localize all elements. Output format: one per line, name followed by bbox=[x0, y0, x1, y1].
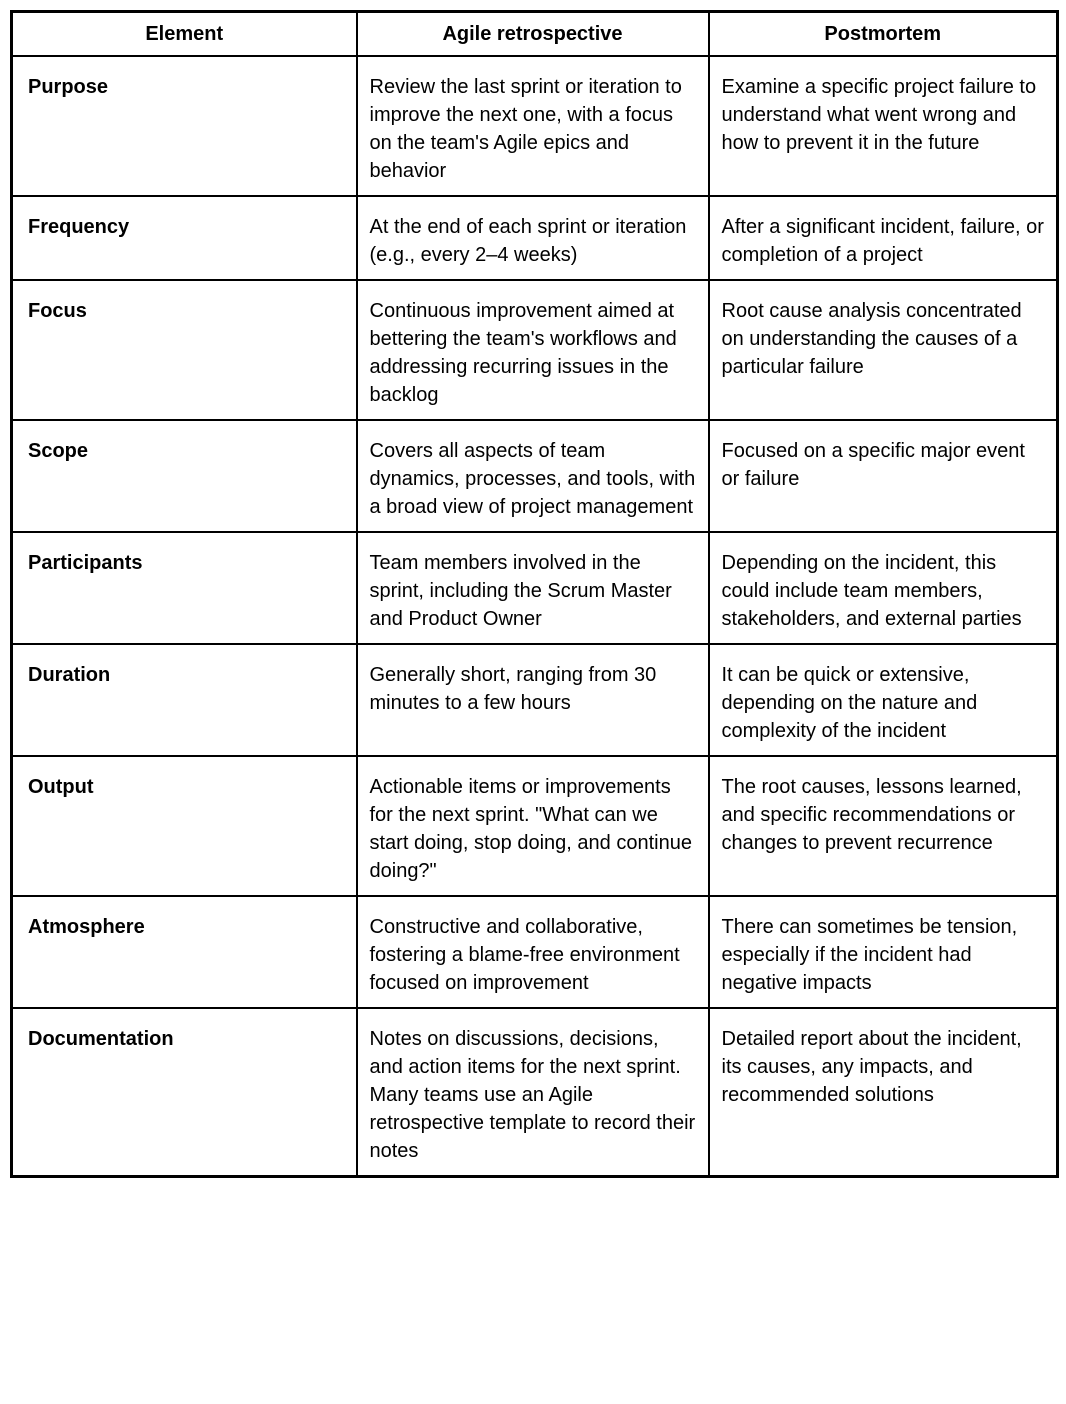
agile-cell: Team members involved in the sprint, including the Scrum Master and Product Owner bbox=[357, 532, 709, 644]
row-label: Output bbox=[12, 756, 357, 896]
table-row bbox=[12, 644, 1058, 756]
table-header bbox=[12, 12, 1058, 56]
table-row bbox=[12, 756, 1058, 896]
agile-cell: Notes on discussions, decisions, and action items for the next sprint. Many teams use an Agile retrospective template to record their notes bbox=[357, 1008, 709, 1177]
agile-cell: Review the last sprint or iteration to improve the next one, with a focus on the team's Agile epics and behavior bbox=[357, 56, 709, 196]
column-header-agile-retrospective: Agile retrospective bbox=[357, 12, 709, 56]
agile-cell: Generally short, ranging from 30 minutes to a few hours bbox=[357, 644, 709, 756]
agile-cell: At the end of each sprint or iteration (e.g., every 2–4 weeks) bbox=[357, 196, 709, 280]
agile-cell: Constructive and collaborative, fostering a blame-free environment focused on improvement bbox=[357, 896, 709, 1008]
row-label: Duration bbox=[12, 644, 357, 756]
table-row bbox=[12, 280, 1058, 420]
row-label: Focus bbox=[12, 280, 357, 420]
table-row bbox=[12, 896, 1058, 1008]
postmortem-cell: Focused on a specific major event or failure bbox=[709, 420, 1058, 532]
agile-cell: Covers all aspects of team dynamics, processes, and tools, with a broad view of project management bbox=[357, 420, 709, 532]
row-label: Frequency bbox=[12, 196, 357, 280]
agile-cell: Continuous improvement aimed at bettering the team's workflows and addressing recurring issues in the backlog bbox=[357, 280, 709, 420]
postmortem-cell: The root causes, lessons learned, and specific recommendations or changes to prevent recurrence bbox=[709, 756, 1058, 896]
postmortem-cell: There can sometimes be tension, especially if the incident had negative impacts bbox=[709, 896, 1058, 1008]
column-header-element: Element bbox=[12, 12, 357, 56]
postmortem-cell: Detailed report about the incident, its causes, any impacts, and recommended solutions bbox=[709, 1008, 1058, 1177]
row-label: Scope bbox=[12, 420, 357, 532]
table-row bbox=[12, 56, 1058, 196]
row-label: Atmosphere bbox=[12, 896, 357, 1008]
column-header-postmortem: Postmortem bbox=[709, 12, 1058, 56]
row-label: Documentation bbox=[12, 1008, 357, 1177]
header-row bbox=[12, 12, 1058, 56]
row-label: Purpose bbox=[12, 56, 357, 196]
postmortem-cell: Root cause analysis concentrated on understanding the causes of a particular failure bbox=[709, 280, 1058, 420]
row-label: Participants bbox=[12, 532, 357, 644]
postmortem-cell: It can be quick or extensive, depending on the nature and complexity of the incident bbox=[709, 644, 1058, 756]
comparison-table bbox=[10, 10, 1059, 1178]
table-row bbox=[12, 196, 1058, 280]
postmortem-cell: Depending on the incident, this could include team members, stakeholders, and external parties bbox=[709, 532, 1058, 644]
agile-cell: Actionable items or improvements for the next sprint. "What can we start doing, stop doing, and continue doing?" bbox=[357, 756, 709, 896]
postmortem-cell: After a significant incident, failure, or completion of a project bbox=[709, 196, 1058, 280]
table-row bbox=[12, 532, 1058, 644]
postmortem-cell: Examine a specific project failure to understand what went wrong and how to prevent it in the future bbox=[709, 56, 1058, 196]
table-row bbox=[12, 420, 1058, 532]
table-body bbox=[12, 56, 1058, 1177]
table-row bbox=[12, 1008, 1058, 1177]
